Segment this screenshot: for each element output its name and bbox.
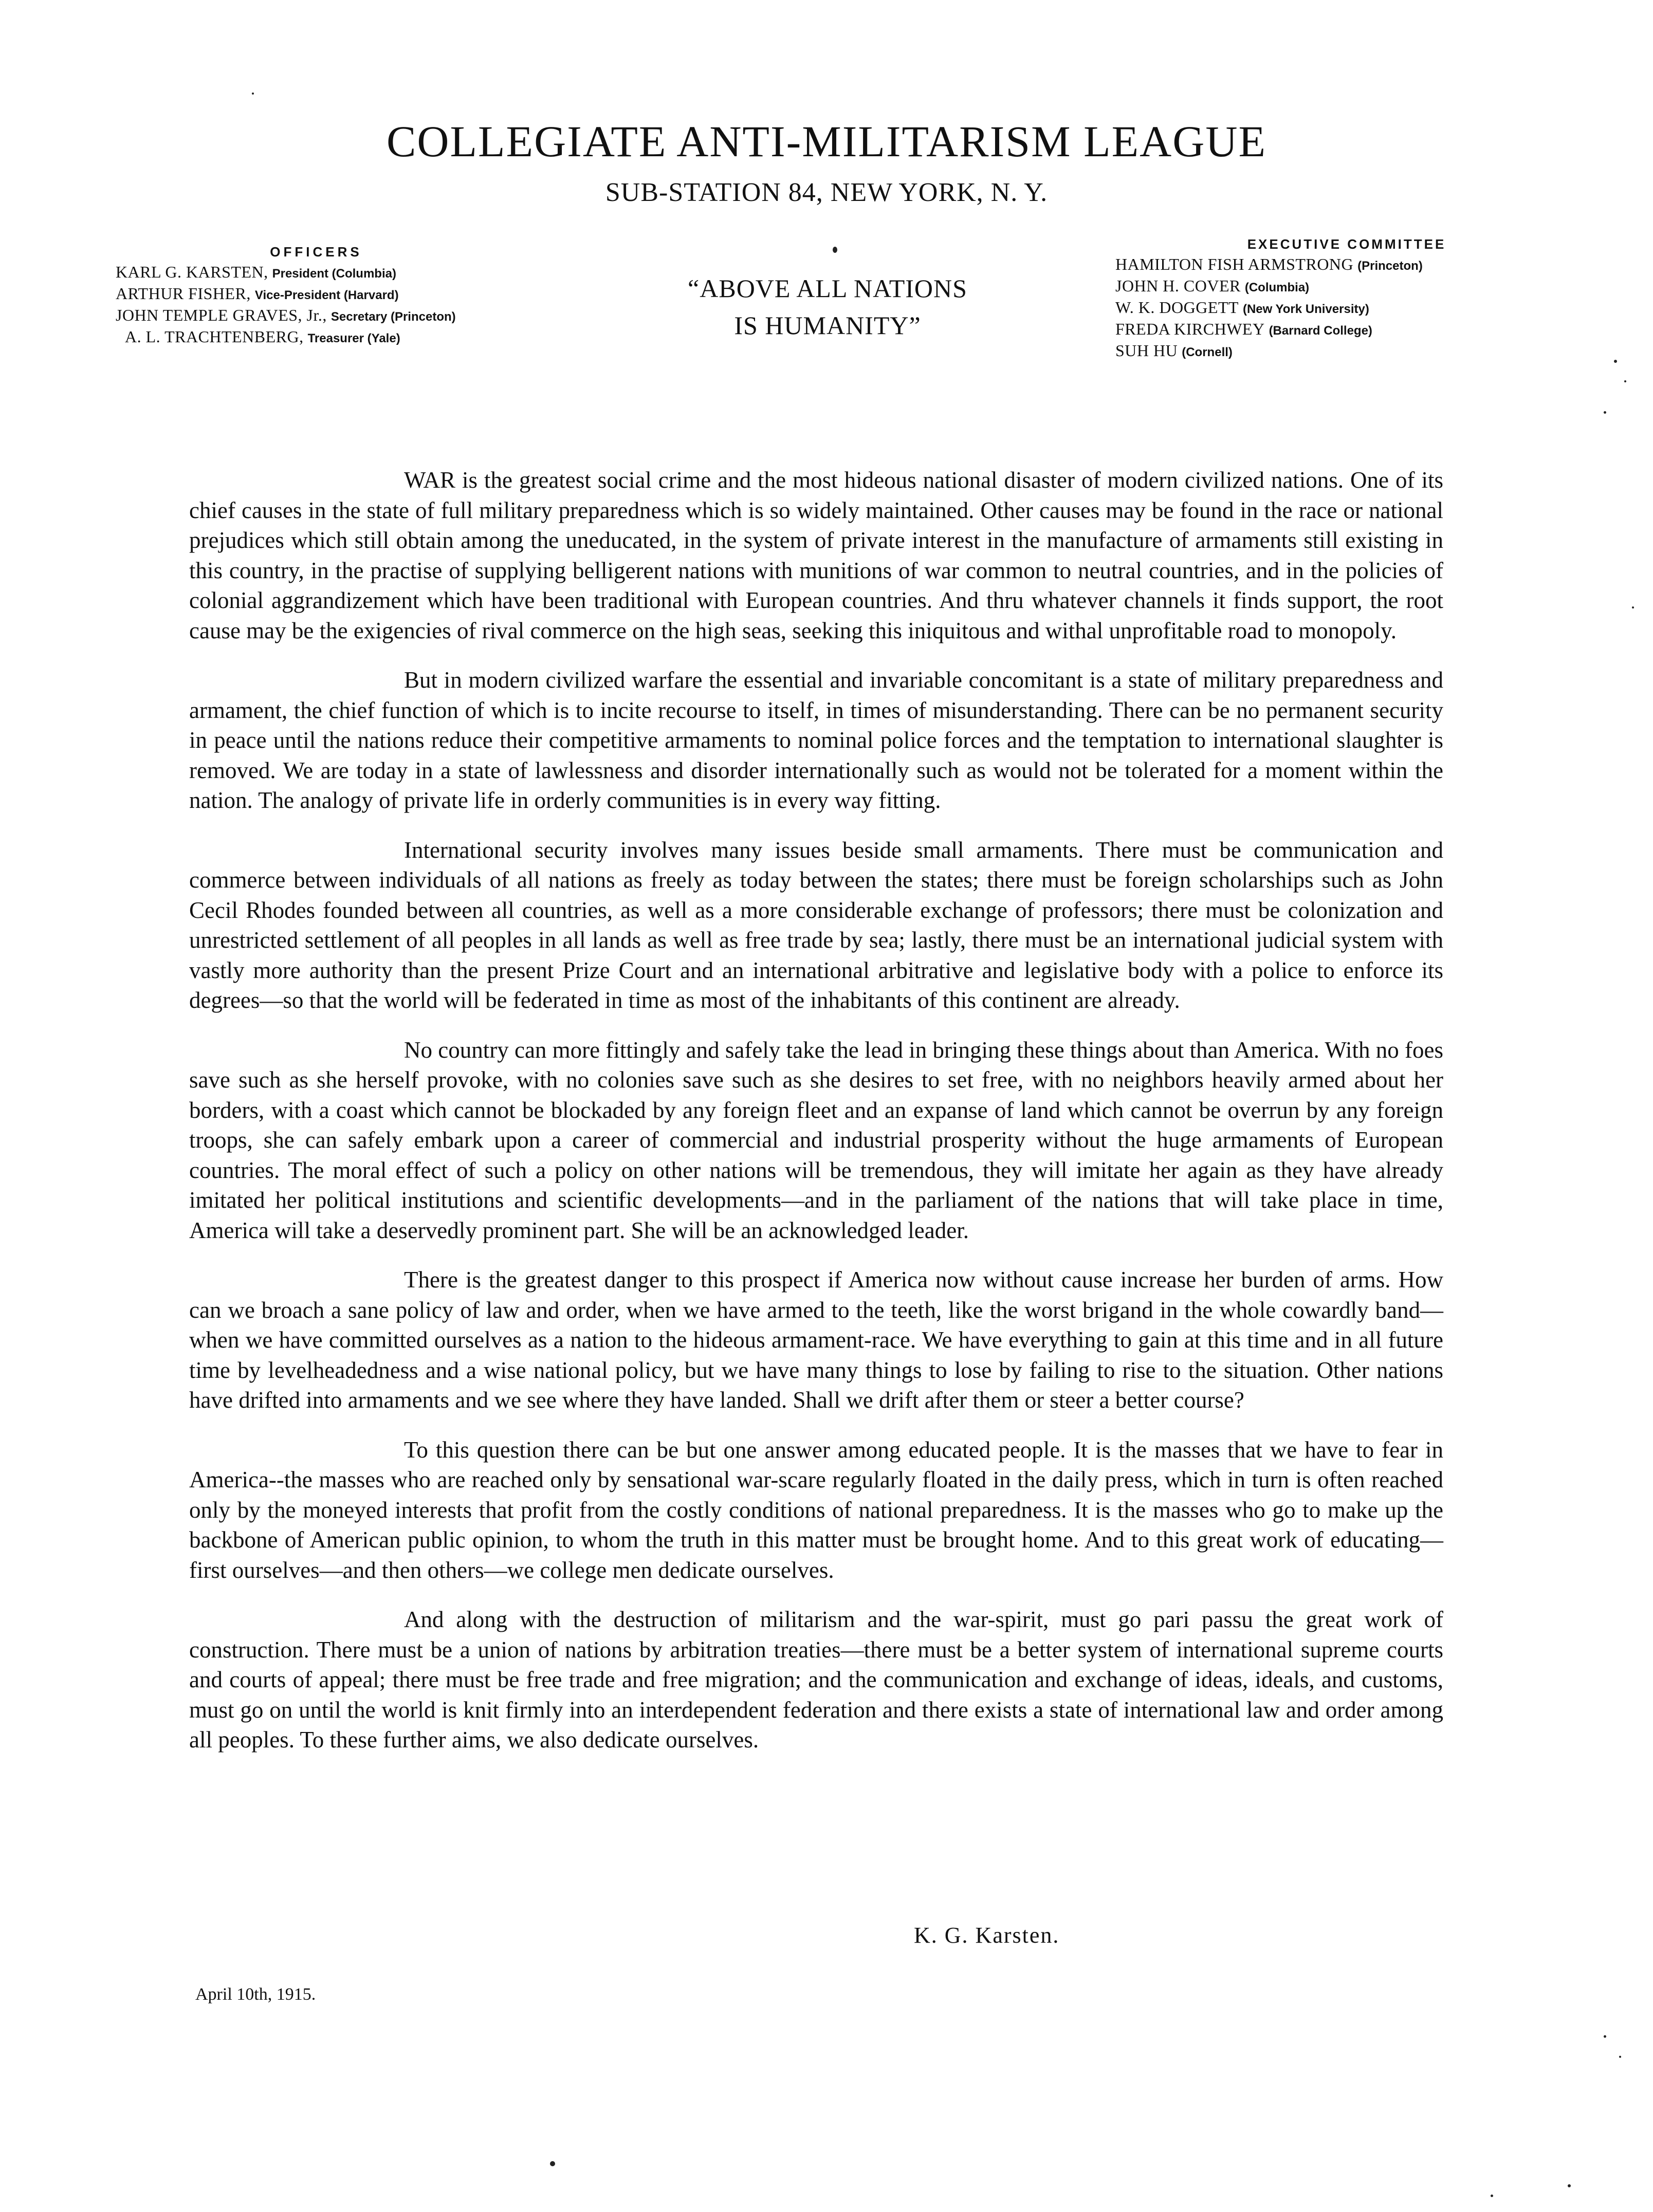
scan-speckle: [1624, 380, 1626, 382]
committee-member-school: (Cornell): [1182, 345, 1233, 359]
paragraph: And along with the destruction of militarism and the war-spirit, must go pari passu the great work of construction. There must be a union of nations by arbitration treaties—there must be a better system of international supreme courts and courts of appeal; there must be free trade and free migration; and the communication and exchange of ideas, ideals, and customs, must go on until the world is knit firmly into an interdependent federation and there exists a state of international law and order among all peoples. To these further aims, we also dedicate ourselves.: [189, 1607, 1443, 1753]
signature: K. G. Karsten.: [914, 1923, 1060, 1948]
committee-member-school: (Columbia): [1244, 281, 1310, 294]
scan-speckle: [1604, 2035, 1606, 2038]
officer-line: [116, 284, 655, 305]
scan-speckle: [1619, 2056, 1621, 2058]
officer-name: ARTHUR FISHER,: [116, 284, 251, 303]
scan-speckle: [1491, 2195, 1493, 2197]
executive-committee-block: [1115, 236, 1650, 362]
paragraph: To this question there can be but one answer among educated people. It is the masses that we have to fear in America--the masses who are reached only by sensational war-scare regularly floated in the daily press, which in turn is often reached only by the moneyed interests that profit from the costly conditions of national preparedness. It is the masses who go to make up the backbone of American public opinion, to whom the truth in this matter must be brought home. And to this great work of educating—first ourselves—and then others—we college men dedicate ourselves.: [189, 1436, 1443, 1583]
officer-name: KARL G. KARSTEN,: [116, 263, 268, 281]
scan-speckle: [252, 93, 254, 95]
officer-role: President (Columbia): [272, 267, 396, 281]
officer-line: [116, 327, 655, 348]
motto-line-1: “ABOVE ALL NATIONS: [688, 274, 967, 303]
committee-member-school: (Barnard College): [1269, 324, 1372, 338]
officer-line: [116, 262, 655, 284]
scan-speckle: [1604, 411, 1606, 414]
motto-line-2: IS HUMANITY”: [734, 311, 921, 340]
scan-speckle: [833, 247, 837, 253]
committee-member-school: (New York University): [1242, 302, 1369, 316]
letter-date: April 10th, 1915.: [195, 1985, 316, 2004]
committee-member-name: HAMILTON FISH ARMSTRONG: [1115, 255, 1354, 273]
committee-member: [1115, 298, 1650, 319]
scan-speckle: [550, 2161, 555, 2166]
committee-member-school: (Princeton): [1357, 259, 1423, 273]
paragraph: WAR is the greatest social crime and the most hideous national disaster of modern civilized nations. One of its chief causes in the state of full military preparedness which is so widely maintained. Other causes may be found in the race or national prejudices which still obtain among the uneducated, in the system of private interest in the manufacture of armaments still existing in this country, in the practise of supplying belligerent nations with munitions of war common to neutral countries, and in the policies of colonial aggrandizement which have been traditional with European countries. And thru whatever channels it finds support, the root cause may be the exigencies of rival commerce on the high seas, seeking this iniquitous and withal unprofitable road to monopoly.: [189, 467, 1443, 643]
paragraph: No country can more fittingly and safely take the lead in bringing these things about than America. With no foes save such as she herself provoke, with no colonies save such as she desires to set free, with no neighbors heavily armed about her borders, with a coast which cannot be blockaded by any foreign fleet and an expanse of land which cannot be overrun by any foreign troops, she can safely embark upon a career of commercial and industrial prosperity without the huge armaments of European countries. The moral effect of such a policy on other nations will be tremendous, they will imitate her again as they have already imitated her political institutions and scientific developments—and in the parliament of the nations that will take place in time, America will take a deservedly prominent part. She will be an acknowledged leader.: [189, 1037, 1443, 1243]
officers-block: [116, 244, 655, 348]
committee-member: [1115, 276, 1650, 298]
officer-role: Treasurer (Yale): [307, 331, 400, 345]
scan-speckle: [1614, 360, 1617, 363]
paragraph: There is the greatest danger to this prospect if America now without cause increase her burden of arms. How can we broach a sane policy of law and order, when we have armed to the teeth, like the worst brigand in the whole cowardly band—when we have committed ourselves as a nation to the hideous armament-race. We have everything to gain at this time and in all future time by levelheadedness and a wise national policy, but we have many things to lose by failing to rise to the situation. Other nations have drifted into armaments and we see where they have landed. Shall we drift after them or steer a better course?: [189, 1267, 1443, 1413]
motto: [648, 270, 1007, 344]
committee-member: [1115, 341, 1650, 362]
committee-member-name: JOHN H. COVER: [1115, 276, 1241, 295]
committee-member: [1115, 319, 1650, 341]
officer-name: JOHN TEMPLE GRAVES, Jr.,: [116, 306, 327, 324]
committee-heading: EXECUTIVE COMMITTEE: [1247, 236, 1446, 252]
committee-member-name: SUH HU: [1115, 341, 1178, 360]
scan-speckle: [1568, 2184, 1571, 2187]
committee-member-name: W. K. DOGGETT: [1115, 298, 1239, 317]
committee-member: [1115, 254, 1650, 276]
committee-member-name: FREDA KIRCHWEY: [1115, 320, 1265, 338]
officer-line: [116, 305, 655, 327]
league-address: SUB-STATION 84, NEW YORK, N. Y.: [605, 178, 1048, 207]
officer-role: Vice-President (Harvard): [254, 288, 399, 302]
paragraph: But in modern civilized warfare the essential and invariable concomitant is a state of military preparedness and armament, the chief function of which is to incite recourse to itself, in times of misunderstanding. There can be no permanent security in peace until the nations reduce their competitive armaments to nominal police forces and the temptation to international slaughter is removed. We are today in a state of lawlessness and disorder internationally such as would not be tolerated for a moment within the nation. The analogy of private life in orderly communities is in every way fitting.: [189, 667, 1443, 813]
officers-heading: OFFICERS: [270, 244, 362, 260]
league-title: COLLEGIATE ANTI-MILITARISM LEAGUE: [387, 117, 1266, 166]
scan-speckle: [1632, 606, 1634, 609]
letter-body: [189, 465, 1443, 1775]
officer-name: A. L. TRACHTENBERG,: [125, 327, 304, 346]
officer-role: Secretary (Princeton): [330, 310, 456, 324]
paragraph: International security involves many issues beside small armaments. There must be communication and commerce between individuals of all nations as freely as today between the states; there must be foreign scholarships such as John Cecil Rhodes founded between all countries, as well as a more considerable exchange of professors; there must be colonization and unrestricted settlement of all peoples in all lands as well as free trade by sea; lastly, there must be an international judicial system with vastly more authority than the present Prize Court and an international arbitrative and legislative body with a police to enforce its degrees—so that the world will be federated in time as most of the inhabitants of this continent are already.: [189, 837, 1443, 1013]
